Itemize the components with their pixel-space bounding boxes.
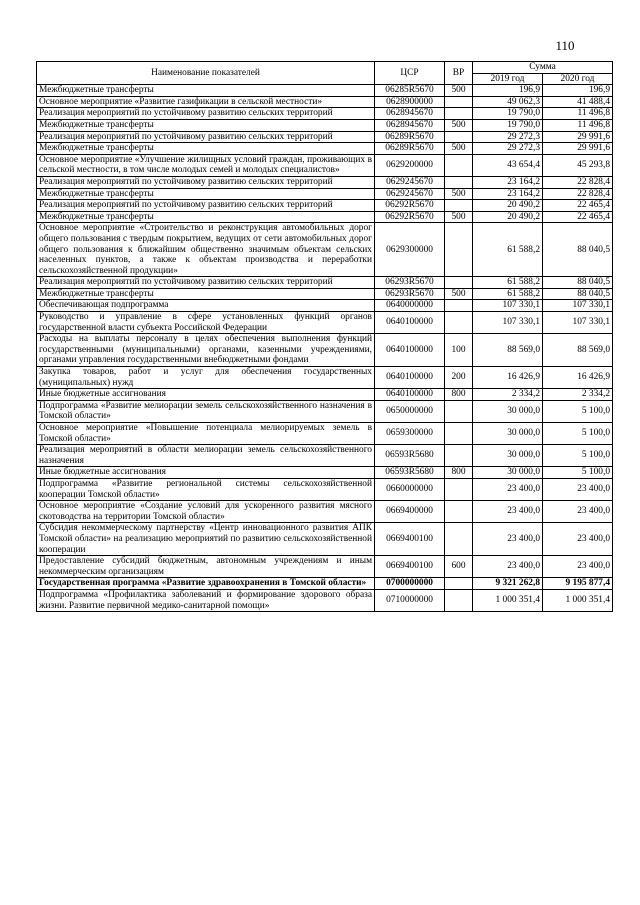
table-row bbox=[37, 312, 613, 334]
table-row bbox=[37, 367, 613, 389]
row-vr-cell: 500 bbox=[445, 211, 473, 223]
table-row bbox=[37, 300, 613, 312]
row-vr-cell bbox=[445, 589, 473, 611]
row-csr-cell: 0669400000 bbox=[375, 501, 445, 523]
row-2020-cell: 23 400,0 bbox=[543, 478, 613, 500]
row-name-cell: Реализация мероприятий по устойчивому развитию сельских территорий bbox=[37, 108, 375, 120]
row-name-cell: Иные бюджетные ассигнования bbox=[37, 389, 375, 401]
row-2020-cell: 29 991,6 bbox=[543, 131, 613, 143]
row-vr-cell bbox=[445, 223, 473, 277]
row-2020-cell: 1 000 351,4 bbox=[543, 589, 613, 611]
table-row bbox=[37, 176, 613, 188]
row-2019-cell: 23 400,0 bbox=[473, 478, 543, 500]
row-2020-cell: 88 040,5 bbox=[543, 288, 613, 300]
row-csr-cell: 0640000000 bbox=[375, 300, 445, 312]
table-row bbox=[37, 578, 613, 590]
row-2020-cell: 88 040,5 bbox=[543, 277, 613, 289]
table-row bbox=[37, 467, 613, 479]
row-name-cell: Основное мероприятие «Улучшение жилищных условий граждан, проживающих в сельской местности, в том числе молодых семей и молодых специалистов» bbox=[37, 154, 375, 176]
row-csr-cell: 0629200000 bbox=[375, 154, 445, 176]
row-csr-cell: 0669400100 bbox=[375, 556, 445, 578]
row-csr-cell: 0659300000 bbox=[375, 423, 445, 445]
row-2020-cell: 22 465,4 bbox=[543, 200, 613, 212]
row-2020-cell: 11 496,8 bbox=[543, 108, 613, 120]
row-name-cell: Межбюджетные трансферты bbox=[37, 211, 375, 223]
row-2020-cell: 41 488,4 bbox=[543, 96, 613, 108]
table-row bbox=[37, 589, 613, 611]
header-csr: ЦСР bbox=[375, 62, 445, 85]
row-2020-cell: 22 828,4 bbox=[543, 188, 613, 200]
row-csr-cell: 0629245670 bbox=[375, 188, 445, 200]
row-name-cell: Подпрограмма «Развитие региональной системы сельскохозяйственной кооперации Томской области» bbox=[37, 478, 375, 500]
table-row bbox=[37, 154, 613, 176]
table-row bbox=[37, 523, 613, 556]
table-row bbox=[37, 423, 613, 445]
row-vr-cell bbox=[445, 176, 473, 188]
row-name-cell: Предоставление субсидий бюджетным, автономным учреждениям и иным некоммерческим организациям bbox=[37, 556, 375, 578]
row-name-cell: Основное мероприятие «Создание условий для ускоренного развития мясного скотоводства на территории Томской области» bbox=[37, 501, 375, 523]
row-vr-cell bbox=[445, 501, 473, 523]
row-csr-cell: 06289R5670 bbox=[375, 143, 445, 155]
row-name-cell: Основное мероприятие «Развитие газификации в сельской местности» bbox=[37, 96, 375, 108]
row-vr-cell bbox=[445, 523, 473, 556]
row-vr-cell: 800 bbox=[445, 389, 473, 401]
row-2020-cell: 23 400,0 bbox=[543, 523, 613, 556]
row-2020-cell: 16 426,9 bbox=[543, 367, 613, 389]
row-2020-cell: 196,9 bbox=[543, 85, 613, 97]
row-2019-cell: 23 164,2 bbox=[473, 188, 543, 200]
row-2019-cell: 30 000,0 bbox=[473, 423, 543, 445]
row-2019-cell: 49 062,3 bbox=[473, 96, 543, 108]
row-name-cell: Межбюджетные трансферты bbox=[37, 85, 375, 97]
row-2019-cell: 19 790,0 bbox=[473, 119, 543, 131]
table-row bbox=[37, 108, 613, 120]
table-row bbox=[37, 277, 613, 289]
row-2020-cell: 22 465,4 bbox=[543, 211, 613, 223]
row-vr-cell: 100 bbox=[445, 334, 473, 367]
table-row bbox=[37, 96, 613, 108]
header-year-2019: 2019 год bbox=[473, 73, 543, 85]
table-row bbox=[37, 119, 613, 131]
row-2019-cell: 19 790,0 bbox=[473, 108, 543, 120]
row-2019-cell: 30 000,0 bbox=[473, 467, 543, 479]
table-row bbox=[37, 143, 613, 155]
row-name-cell: Государственная программа «Развитие здравоохранения в Томской области» bbox=[37, 578, 375, 590]
table-row bbox=[37, 85, 613, 97]
row-2019-cell: 30 000,0 bbox=[473, 400, 543, 422]
row-2019-cell: 29 272,3 bbox=[473, 143, 543, 155]
row-name-cell: Основное мероприятие «Строительство и реконструкция автомобильных дорог общего пользования с твердым покрытием, ведущих от сети автомобильных дорог общего пользования к ближайшим общественно значимым объектам сельских населенных пунктов, а также к объектам производства и переработки сельскохозяйственной продукции» bbox=[37, 223, 375, 277]
row-vr-cell bbox=[445, 423, 473, 445]
row-2019-cell: 29 272,3 bbox=[473, 131, 543, 143]
row-name-cell: Реализация мероприятий по устойчивому развитию сельских территорий bbox=[37, 176, 375, 188]
row-2020-cell: 23 400,0 bbox=[543, 556, 613, 578]
row-vr-cell: 200 bbox=[445, 367, 473, 389]
row-csr-cell: 0660000000 bbox=[375, 478, 445, 500]
row-2019-cell: 43 654,4 bbox=[473, 154, 543, 176]
table-row bbox=[37, 211, 613, 223]
table-row bbox=[37, 445, 613, 467]
row-name-cell: Субсидия некоммерческому партнерству «Центр инновационного развития АПК Томской области» на реализацию мероприятий по развитию сельскохозяйственной кооперации bbox=[37, 523, 375, 556]
row-csr-cell: 0628900000 bbox=[375, 96, 445, 108]
page-number: 110 bbox=[555, 38, 575, 53]
row-2019-cell: 61 588,2 bbox=[473, 288, 543, 300]
row-2019-cell: 30 000,0 bbox=[473, 445, 543, 467]
row-2019-cell: 23 400,0 bbox=[473, 501, 543, 523]
row-csr-cell: 0640100000 bbox=[375, 367, 445, 389]
row-vr-cell bbox=[445, 154, 473, 176]
table-header bbox=[37, 62, 613, 85]
row-vr-cell bbox=[445, 108, 473, 120]
row-2020-cell: 107 330,1 bbox=[543, 300, 613, 312]
table-row bbox=[37, 188, 613, 200]
row-2020-cell: 88 040,5 bbox=[543, 223, 613, 277]
row-2020-cell: 29 991,6 bbox=[543, 143, 613, 155]
row-name-cell: Межбюджетные трансферты bbox=[37, 119, 375, 131]
header-vr: ВР bbox=[445, 62, 473, 85]
row-name-cell: Реализация мероприятий в области мелиорации земель сельскохозяйственного назначения bbox=[37, 445, 375, 467]
row-2019-cell: 16 426,9 bbox=[473, 367, 543, 389]
row-vr-cell: 600 bbox=[445, 556, 473, 578]
row-2020-cell: 88 569,0 bbox=[543, 334, 613, 367]
row-2019-cell: 9 321 262,8 bbox=[473, 578, 543, 590]
row-2019-cell: 61 588,2 bbox=[473, 223, 543, 277]
row-csr-cell: 06292R5670 bbox=[375, 200, 445, 212]
row-name-cell: Руководство и управление в сфере установленных функций органов государственной власти субъекта Российской Федерации bbox=[37, 312, 375, 334]
row-name-cell: Реализация мероприятий по устойчивому развитию сельских территорий bbox=[37, 277, 375, 289]
row-vr-cell: 800 bbox=[445, 467, 473, 479]
row-csr-cell: 0629300000 bbox=[375, 223, 445, 277]
row-csr-cell: 0640100000 bbox=[375, 312, 445, 334]
row-2019-cell: 20 490,2 bbox=[473, 211, 543, 223]
row-csr-cell: 0628945670 bbox=[375, 119, 445, 131]
row-vr-cell bbox=[445, 277, 473, 289]
row-csr-cell: 0640100000 bbox=[375, 389, 445, 401]
row-name-cell: Расходы на выплаты персоналу в целях обеспечения выполнения функций государственными (муниципальными) органами, казенными учреждениями, органами управления государственными внебюджетными фондами bbox=[37, 334, 375, 367]
row-csr-cell: 06293R5670 bbox=[375, 288, 445, 300]
row-vr-cell bbox=[445, 96, 473, 108]
row-2019-cell: 107 330,1 bbox=[473, 300, 543, 312]
row-name-cell: Обеспечивающая подпрограмма bbox=[37, 300, 375, 312]
row-csr-cell: 0710000000 bbox=[375, 589, 445, 611]
row-csr-cell: 06293R5670 bbox=[375, 277, 445, 289]
row-vr-cell: 500 bbox=[445, 85, 473, 97]
header-year-2020: 2020 год bbox=[543, 73, 613, 85]
table-row bbox=[37, 131, 613, 143]
row-csr-cell: 06292R5670 bbox=[375, 211, 445, 223]
row-vr-cell bbox=[445, 400, 473, 422]
row-name-cell: Иные бюджетные ассигнования bbox=[37, 467, 375, 479]
row-vr-cell bbox=[445, 578, 473, 590]
table-row bbox=[37, 400, 613, 422]
row-vr-cell bbox=[445, 200, 473, 212]
row-2019-cell: 2 334,2 bbox=[473, 389, 543, 401]
table-row bbox=[37, 556, 613, 578]
row-2020-cell: 5 100,0 bbox=[543, 445, 613, 467]
row-name-cell: Закупка товаров, работ и услуг для обеспечения государственных (муниципальных) нужд bbox=[37, 367, 375, 389]
table-row bbox=[37, 334, 613, 367]
row-csr-cell: 0640100000 bbox=[375, 334, 445, 367]
row-vr-cell: 500 bbox=[445, 288, 473, 300]
table-body bbox=[37, 85, 613, 612]
row-2020-cell: 11 496,8 bbox=[543, 119, 613, 131]
row-csr-cell: 0669400100 bbox=[375, 523, 445, 556]
row-2019-cell: 20 490,2 bbox=[473, 200, 543, 212]
row-csr-cell: 0629245670 bbox=[375, 176, 445, 188]
row-2020-cell: 2 334,2 bbox=[543, 389, 613, 401]
row-2019-cell: 61 588,2 bbox=[473, 277, 543, 289]
row-name-cell: Реализация мероприятий по устойчивому развитию сельских территорий bbox=[37, 131, 375, 143]
table-row bbox=[37, 288, 613, 300]
row-name-cell: Межбюджетные трансферты bbox=[37, 143, 375, 155]
table-row bbox=[37, 223, 613, 277]
row-csr-cell: 0628945670 bbox=[375, 108, 445, 120]
row-vr-cell: 500 bbox=[445, 119, 473, 131]
row-csr-cell: 06285R5670 bbox=[375, 85, 445, 97]
row-vr-cell bbox=[445, 478, 473, 500]
table-row bbox=[37, 389, 613, 401]
row-name-cell: Межбюджетные трансферты bbox=[37, 288, 375, 300]
row-name-cell: Подпрограмма «Профилактика заболеваний и формирование здорового образа жизни. Развитие первичной медико-санитарной помощи» bbox=[37, 589, 375, 611]
header-sum: Сумма bbox=[473, 62, 613, 74]
row-name-cell: Реализация мероприятий по устойчивому развитию сельских территорий bbox=[37, 200, 375, 212]
row-vr-cell: 500 bbox=[445, 188, 473, 200]
row-2020-cell: 9 195 877,4 bbox=[543, 578, 613, 590]
row-2019-cell: 23 164,2 bbox=[473, 176, 543, 188]
header-name: Наименование показателей bbox=[37, 62, 375, 85]
row-2019-cell: 107 330,1 bbox=[473, 312, 543, 334]
row-2020-cell: 107 330,1 bbox=[543, 312, 613, 334]
row-2020-cell: 45 293,8 bbox=[543, 154, 613, 176]
row-2020-cell: 5 100,0 bbox=[543, 423, 613, 445]
table-row bbox=[37, 478, 613, 500]
row-2019-cell: 196,9 bbox=[473, 85, 543, 97]
row-vr-cell: 500 bbox=[445, 143, 473, 155]
row-vr-cell bbox=[445, 131, 473, 143]
row-csr-cell: 06593R5680 bbox=[375, 445, 445, 467]
row-2019-cell: 88 569,0 bbox=[473, 334, 543, 367]
row-2020-cell: 23 400,0 bbox=[543, 501, 613, 523]
table-row bbox=[37, 501, 613, 523]
row-vr-cell bbox=[445, 300, 473, 312]
row-2020-cell: 22 828,4 bbox=[543, 176, 613, 188]
row-csr-cell: 06593R5680 bbox=[375, 467, 445, 479]
row-name-cell: Межбюджетные трансферты bbox=[37, 188, 375, 200]
budget-table bbox=[36, 61, 613, 612]
row-2019-cell: 23 400,0 bbox=[473, 523, 543, 556]
row-name-cell: Подпрограмма «Развитие мелиорации земель сельскохозяйственного назначения в Томской области» bbox=[37, 400, 375, 422]
row-csr-cell: 0650000000 bbox=[375, 400, 445, 422]
row-name-cell: Основное мероприятие «Повышение потенциала мелиорируемых земель в Томской области» bbox=[37, 423, 375, 445]
table-row bbox=[37, 200, 613, 212]
row-vr-cell bbox=[445, 445, 473, 467]
row-vr-cell bbox=[445, 312, 473, 334]
row-csr-cell: 06289R5670 bbox=[375, 131, 445, 143]
row-2019-cell: 1 000 351,4 bbox=[473, 589, 543, 611]
row-2020-cell: 5 100,0 bbox=[543, 467, 613, 479]
row-2019-cell: 23 400,0 bbox=[473, 556, 543, 578]
row-2020-cell: 5 100,0 bbox=[543, 400, 613, 422]
row-csr-cell: 0700000000 bbox=[375, 578, 445, 590]
